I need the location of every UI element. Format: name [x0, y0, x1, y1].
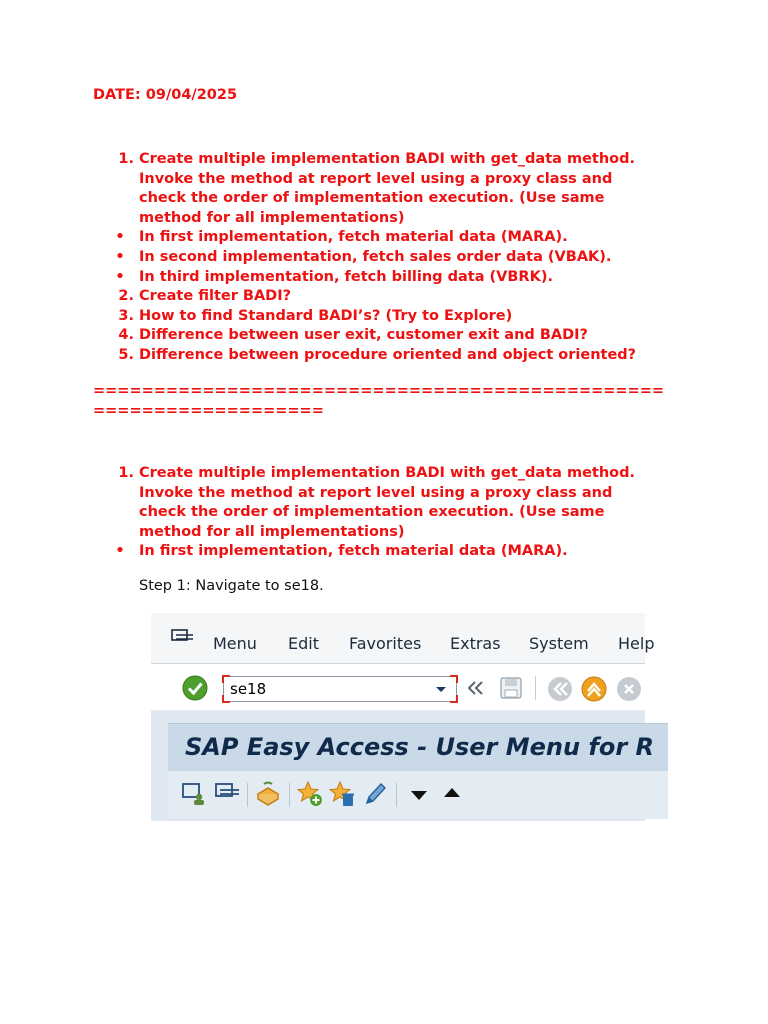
question-list-2 — [114, 464, 714, 562]
list-item — [114, 464, 714, 484]
sap-application-toolbar — [168, 771, 668, 819]
menu-item-favorites[interactable]: Favorites — [349, 634, 422, 653]
list-item-text: Invoke the method at report level using a proxy class and — [139, 170, 613, 187]
sap-menubar — [151, 613, 655, 664]
date-line: DATE: 09/04/2025 — [93, 87, 238, 103]
list-marker: 1. — [118, 465, 134, 481]
delete-favorite-icon[interactable] — [328, 780, 356, 808]
list-item-text: In third implementation, fetch billing data (VBRK). — [139, 268, 553, 285]
list-item — [114, 150, 714, 170]
list-item-text: Create filter BADI? — [139, 288, 292, 305]
list-item — [114, 268, 714, 288]
back-icon[interactable] — [547, 676, 573, 702]
list-item-text: Create multiple implementation BADI with get_data method. — [139, 465, 636, 481]
list-item-text: In first implementation, fetch material data (MARA). — [139, 229, 568, 246]
sap-menu-icon[interactable] — [215, 783, 241, 803]
list-item-text: check the order of implementation execution. (Use same — [139, 190, 605, 207]
list-item-text: Create multiple implementation BADI with get_data method. — [139, 151, 636, 167]
list-marker: 3. — [118, 307, 134, 324]
list-item — [114, 326, 714, 346]
triangle-up-icon[interactable] — [443, 787, 461, 799]
menu-item-extras[interactable]: Extras — [450, 634, 501, 653]
list-marker: 2. — [118, 288, 134, 305]
list-item — [114, 346, 714, 366]
separator-line: ================================================================== — [93, 383, 665, 419]
double-chevron-left-icon[interactable] — [467, 680, 485, 696]
list-item — [114, 307, 714, 327]
triangle-down-icon[interactable] — [410, 789, 428, 801]
menu-item-system[interactable]: System — [529, 634, 589, 653]
list-marker: 1. — [118, 151, 134, 167]
cancel-icon[interactable] — [616, 676, 642, 702]
chevron-down-icon[interactable] — [436, 687, 446, 692]
list-item-text: In second implementation, fetch sales order data (VBAK). — [139, 248, 612, 265]
focus-corner-icon — [450, 695, 458, 703]
list-item-text: Difference between procedure oriented and object oriented? — [139, 346, 637, 363]
edit-pencil-icon[interactable] — [362, 780, 388, 808]
list-item-text: How to find Standard BADI’s? (Try to Explore) — [139, 307, 513, 324]
page-title: SAP Easy Access - User Menu for R — [185, 733, 655, 761]
list-item — [114, 189, 714, 209]
list-item — [114, 484, 714, 504]
bullet-marker: • — [115, 543, 125, 560]
list-marker: 4. — [118, 327, 134, 344]
user-menu-icon[interactable] — [182, 782, 208, 806]
toolbar-divider — [247, 783, 248, 807]
focus-corner-icon — [450, 675, 458, 683]
toolbar-divider — [535, 676, 536, 700]
menu-item-edit[interactable]: Edit — [288, 634, 319, 653]
toolbar-divider — [289, 783, 290, 807]
list-item-text: Difference between user exit, customer exit and BADI? — [139, 327, 588, 344]
list-item-text: In first implementation, fetch material data (MARA). — [139, 543, 568, 560]
focus-corner-icon — [222, 675, 230, 683]
other-menu-icon[interactable] — [254, 780, 282, 808]
list-item — [114, 542, 714, 562]
menu-icon[interactable] — [171, 629, 195, 647]
focus-corner-icon — [222, 695, 230, 703]
list-item — [114, 209, 714, 229]
list-marker: 5. — [118, 346, 134, 363]
save-icon[interactable] — [499, 676, 523, 700]
step-text: Step 1: Navigate to se18. — [139, 578, 324, 594]
list-item-text: Invoke the method at report level using a proxy class and — [139, 484, 613, 501]
list-item-text: check the order of implementation execution. (Use same — [139, 504, 605, 521]
bullet-marker: • — [115, 248, 125, 265]
list-item — [114, 503, 714, 523]
menu-item-menu[interactable]: Menu — [213, 634, 257, 653]
check-icon[interactable] — [182, 675, 208, 701]
list-item-text: method for all implementations) — [139, 523, 405, 540]
question-list-1 — [114, 150, 714, 366]
bullet-marker: • — [115, 268, 125, 285]
add-favorite-icon[interactable] — [296, 780, 324, 808]
sap-toolbar — [151, 664, 645, 710]
menu-item-help[interactable]: Help — [618, 634, 655, 653]
command-field[interactable] — [223, 676, 457, 702]
list-item — [114, 248, 714, 268]
toolbar-divider — [396, 783, 397, 807]
bullet-marker: • — [115, 229, 125, 246]
list-item — [114, 523, 714, 543]
exit-icon[interactable] — [581, 676, 607, 702]
list-item — [114, 170, 714, 190]
sap-screenshot — [151, 613, 655, 819]
command-field-value[interactable]: se18 — [230, 680, 267, 698]
sap-title-bar — [168, 723, 668, 772]
list-item — [114, 287, 714, 307]
list-item — [114, 228, 714, 248]
list-item-text: method for all implementations) — [139, 209, 405, 226]
